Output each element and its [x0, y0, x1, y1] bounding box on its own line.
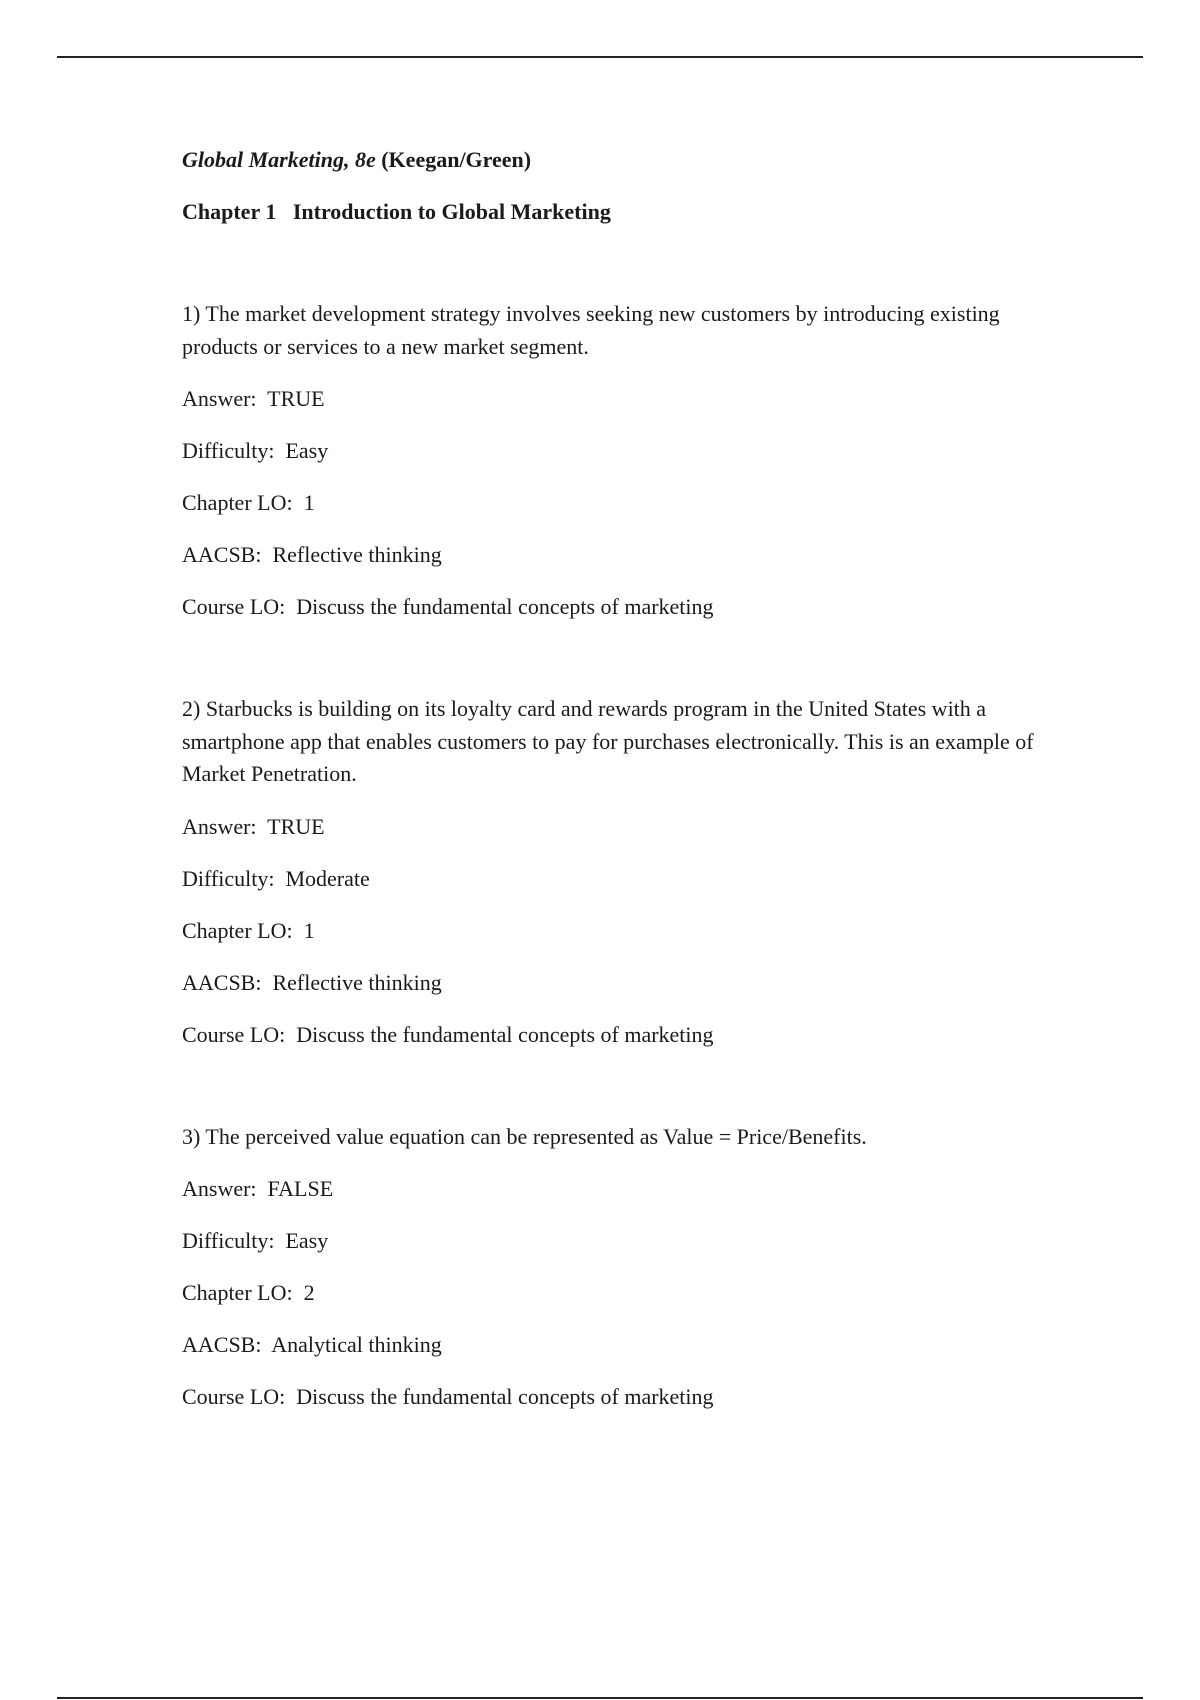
bottom-divider	[57, 1697, 1143, 1699]
question-text: 3) The perceived value equation can be represented as Value = Price/Benefits.	[182, 1123, 867, 1149]
question-text: 2) Starbucks is building on its loyalty card and rewards program in the United States with a smartphone app that enables customers to pay for purchases electronically. This is an example of Market Penetration.	[182, 696, 1034, 786]
course-lo-line: Course LO: Discuss the fundamental concepts of marketing	[182, 1021, 714, 1047]
difficulty-line: Difficulty: Moderate	[182, 865, 370, 891]
chapter-title: Chapter 1 Introduction to Global Marketing	[182, 199, 611, 224]
aacsb-line: AACSB: Analytical thinking	[182, 1332, 442, 1357]
document-body	[182, 143, 1062, 1413]
top-divider	[57, 56, 1143, 58]
question-1	[182, 298, 1062, 623]
aacsb-line: AACSB: Reflective thinking	[182, 969, 442, 995]
book-title-authors: (Keegan/Green)	[375, 147, 532, 172]
question-2	[182, 693, 1062, 1051]
book-title	[182, 143, 1062, 176]
question-text: 1) The market development strategy involves seeking new customers by introducing existing products or services to a new market segment.	[182, 301, 1000, 359]
book-title-name: Global Marketing, 8e	[182, 147, 376, 172]
difficulty-line: Difficulty: Easy	[182, 1228, 329, 1253]
aacsb-line: AACSB: Reflective thinking	[182, 542, 442, 567]
chapter-lo-line: Chapter LO: 1	[182, 917, 315, 943]
answer-line: Answer: TRUE	[182, 813, 325, 839]
answer-line: Answer: FALSE	[182, 1176, 334, 1201]
course-lo-line: Course LO: Discuss the fundamental concepts of marketing	[182, 1384, 714, 1409]
chapter-lo-line: Chapter LO: 1	[182, 490, 315, 515]
chapter-lo-line: Chapter LO: 2	[182, 1280, 315, 1305]
answer-line: Answer: TRUE	[182, 386, 325, 411]
difficulty-line: Difficulty: Easy	[182, 438, 329, 463]
course-lo-line: Course LO: Discuss the fundamental concepts of marketing	[182, 594, 714, 619]
question-3	[182, 1121, 1062, 1414]
